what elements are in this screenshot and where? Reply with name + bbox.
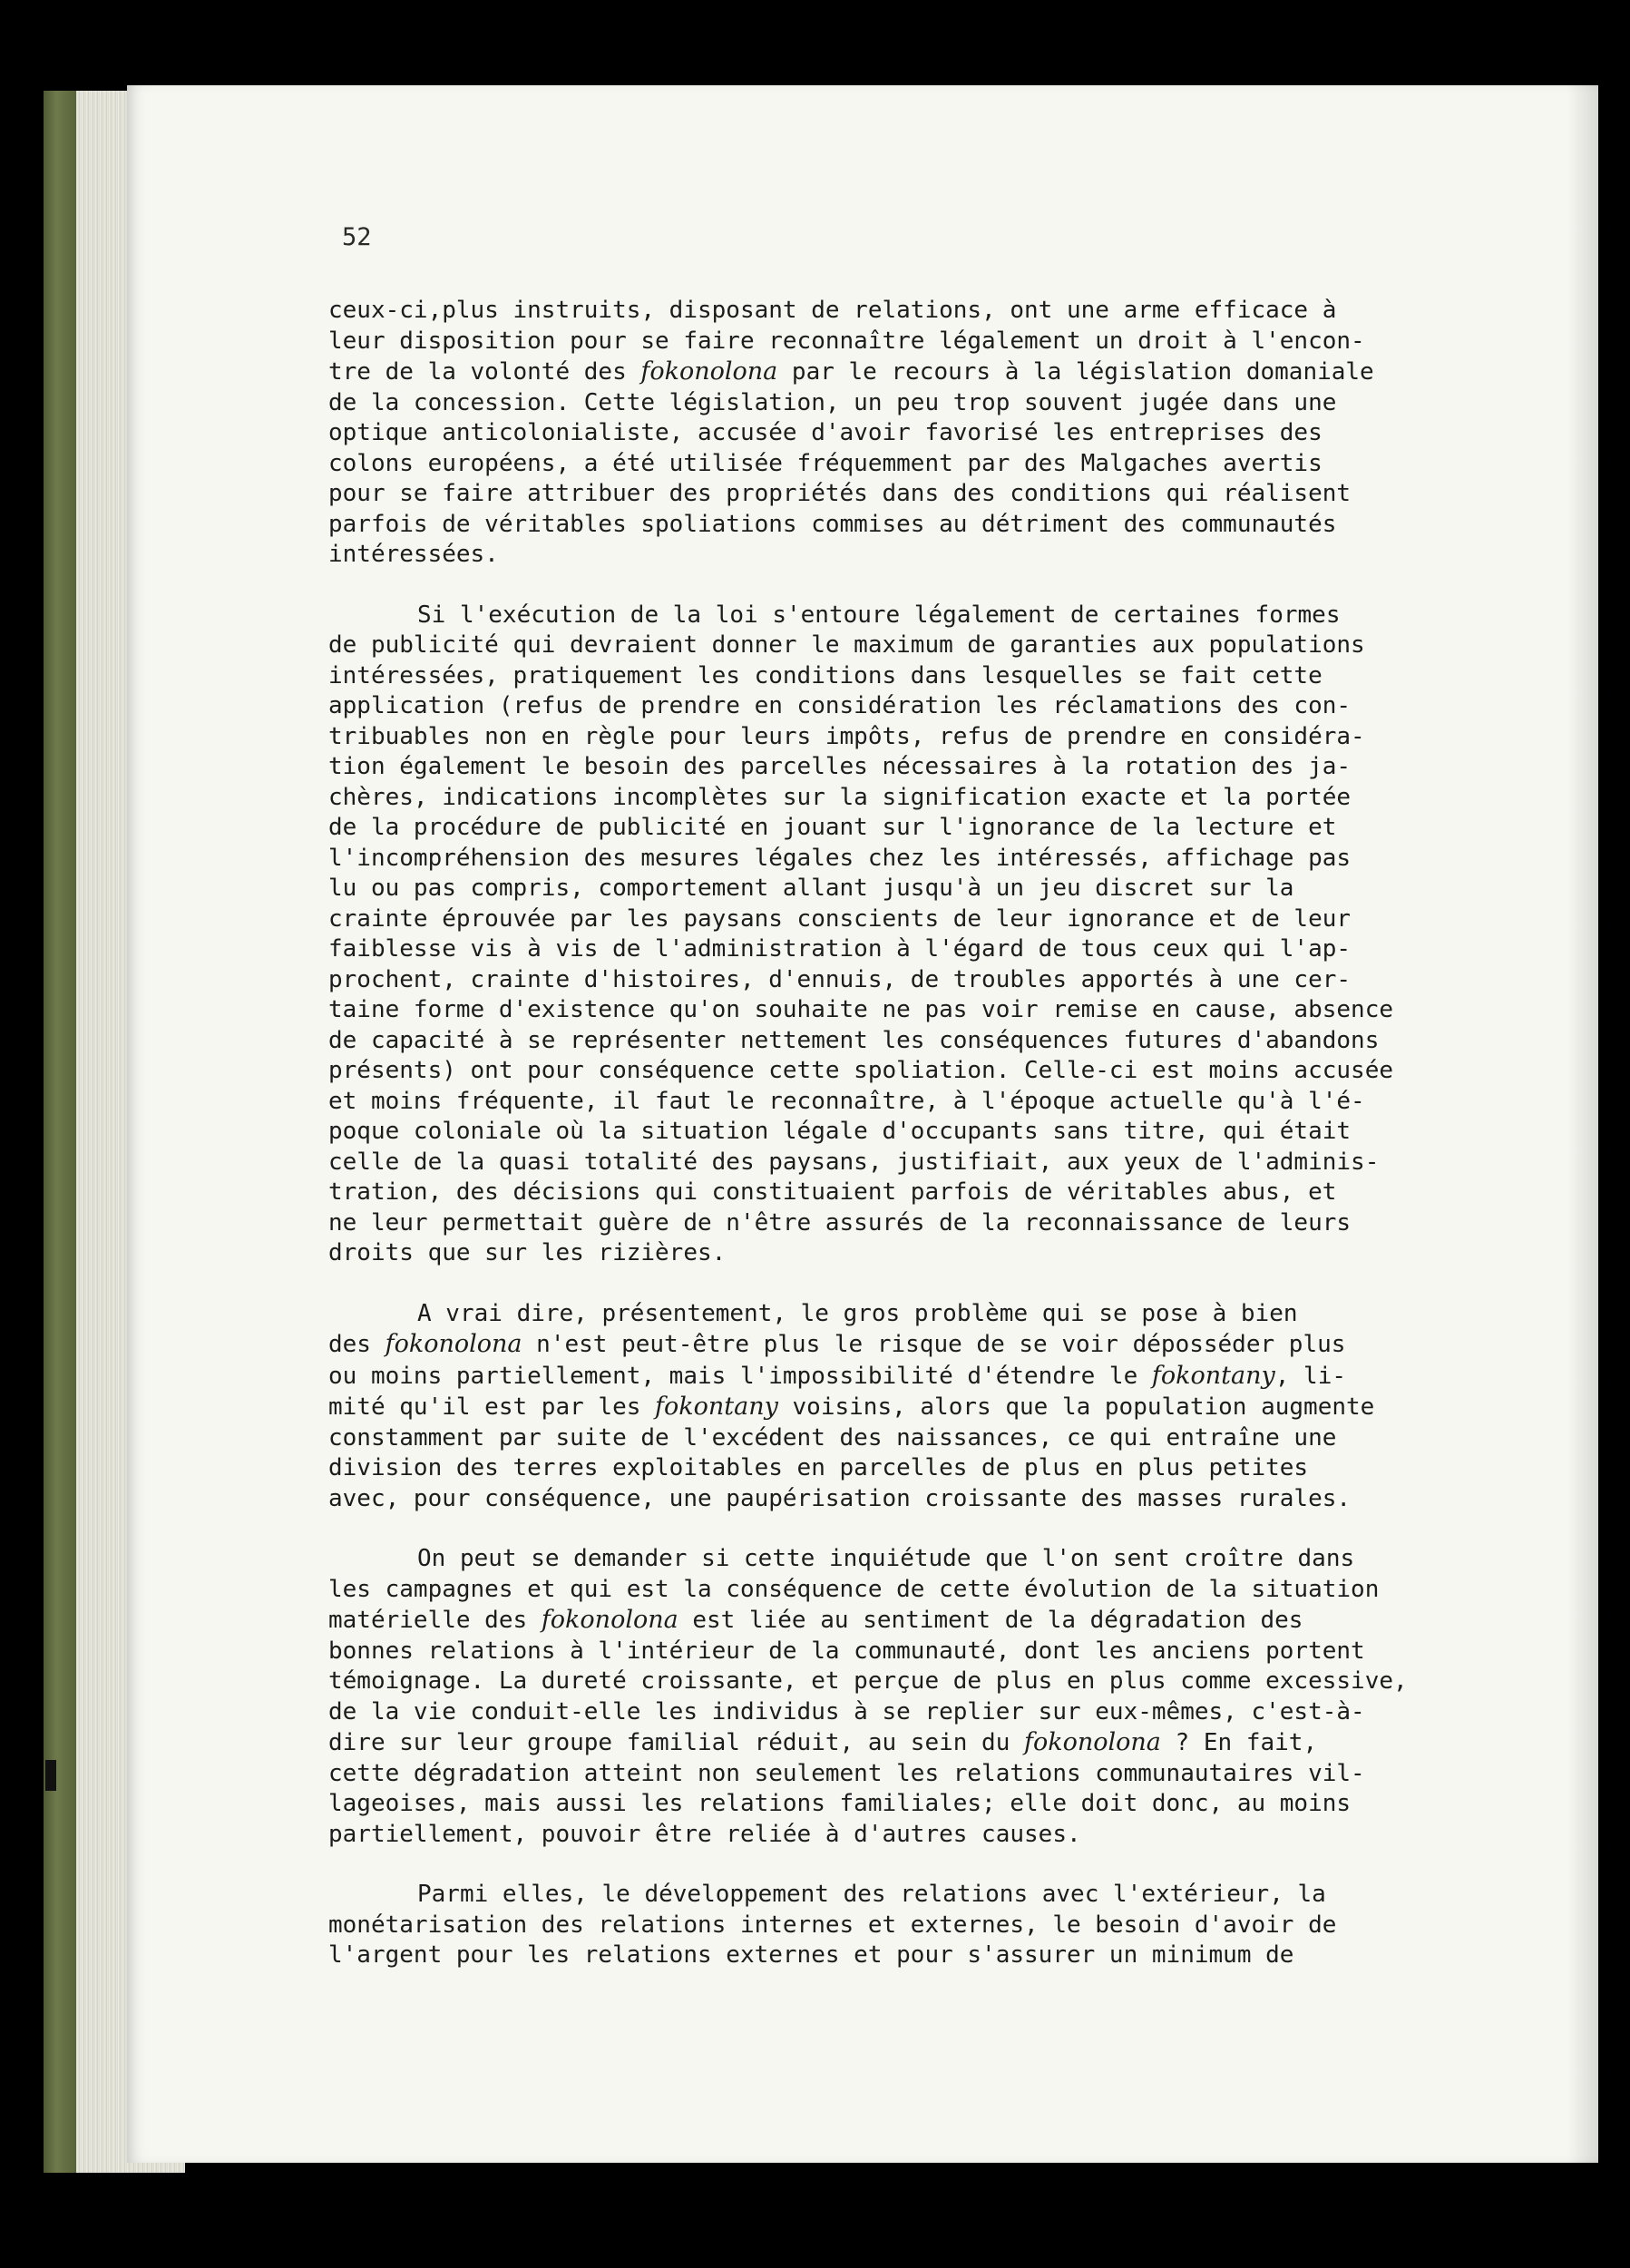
text-segment: de la procédure de publicité en jouant sur l'ignorance de la lecture et xyxy=(328,814,1337,841)
text-line xyxy=(328,1727,1435,1759)
text-line xyxy=(328,752,1435,783)
text-line xyxy=(328,1238,1435,1269)
text-line xyxy=(328,1575,1435,1606)
text-line xyxy=(328,357,1435,388)
text-line xyxy=(328,1697,1435,1728)
italic-term: fokonolona xyxy=(385,1330,522,1358)
text-line xyxy=(328,1329,1435,1361)
text-segment: présents) ont pour conséquence cette spoliation. Celle-ci est moins accusée xyxy=(328,1057,1393,1084)
text-segment: mité qu'il est par les xyxy=(328,1393,656,1421)
italic-term: fokontany xyxy=(655,1393,778,1421)
text-segment: l'incompréhension des mesures légales chez les intéressés, affichage pas xyxy=(328,844,1352,872)
body-text xyxy=(328,296,1435,2001)
text-segment: division des terres exploitables en parcelles de plus en plus petites xyxy=(328,1454,1309,1481)
margin-mark xyxy=(45,1760,56,1791)
text-segment: parfois de véritables spoliations commises au détriment des communautés xyxy=(328,510,1337,538)
text-line xyxy=(328,1361,1435,1393)
text-line xyxy=(328,418,1435,449)
text-line xyxy=(328,631,1435,661)
text-line xyxy=(328,783,1435,814)
text-line xyxy=(328,1056,1435,1087)
italic-term: fokonolona xyxy=(541,1606,678,1634)
text-segment: par le recours à la législation domaniale xyxy=(777,358,1374,386)
text-line xyxy=(328,388,1435,419)
text-segment: intéressées, pratiquement les conditions dans lesquelles se fait cette xyxy=(328,661,1323,689)
text-line xyxy=(328,904,1435,935)
text-segment: Parmi elles, le développement des relations avec l'extérieur, la xyxy=(417,1881,1326,1908)
text-line xyxy=(328,691,1435,722)
text-segment: , li- xyxy=(1274,1362,1347,1390)
text-line xyxy=(328,601,1435,631)
text-segment: de la vie conduit-elle les individus à se replier sur eux-mêmes, c'est-à- xyxy=(328,1697,1365,1725)
text-segment: partiellement, pouvoir être reliée à d'autres causes. xyxy=(328,1820,1081,1848)
text-line xyxy=(328,813,1435,844)
text-segment: intéressées. xyxy=(328,541,499,568)
text-line xyxy=(328,540,1435,571)
text-segment: monétarisation des relations internes et externes, le besoin d'avoir de xyxy=(328,1911,1337,1939)
text-segment: Si l'exécution de la loi s'entoure légalement de certaines formes xyxy=(417,601,1341,629)
text-line xyxy=(328,510,1435,541)
text-segment: n'est peut-être plus le risque de se voir déposséder plus xyxy=(522,1331,1346,1358)
text-segment: pour se faire attribuer des propriétés dans des conditions qui réalisent xyxy=(328,480,1352,507)
paragraph-4 xyxy=(328,1544,1435,1850)
text-line xyxy=(328,722,1435,753)
text-line xyxy=(328,965,1435,996)
text-segment: est liée au sentiment de la dégradation des xyxy=(678,1607,1303,1634)
text-segment: témoignage. La dureté croissante, et perçue de plus en plus comme excessive, xyxy=(328,1667,1408,1695)
text-line xyxy=(328,1484,1435,1515)
text-segment: lu ou pas compris, comportement allant jusqu'à un jeu discret sur la xyxy=(328,875,1294,902)
text-segment: avec, pour conséquence, une paupérisation croissante des masses rurales. xyxy=(328,1484,1352,1512)
text-line xyxy=(328,1637,1435,1667)
text-line xyxy=(328,1208,1435,1239)
text-segment: taine forme d'existence qu'on souhaite ne pas voir remise en cause, absence xyxy=(328,996,1393,1023)
text-line xyxy=(328,1605,1435,1637)
text-segment: lageoises, mais aussi les relations familiales; elle doit donc, au moins xyxy=(328,1790,1352,1817)
text-line xyxy=(328,296,1435,327)
text-segment: l'argent pour les relations externes et pour s'assurer un minimum de xyxy=(328,1941,1294,1969)
text-segment: bonnes relations à l'intérieur de la communauté, dont les anciens portent xyxy=(328,1637,1365,1665)
text-line xyxy=(328,1299,1435,1330)
paragraph-5 xyxy=(328,1880,1435,1971)
text-line xyxy=(328,934,1435,965)
text-line xyxy=(328,1911,1435,1941)
text-segment: colons européens, a été utilisée fréquemment par des Malgaches avertis xyxy=(328,449,1323,477)
text-segment: faiblesse vis à vis de l'administration à l'égard de tous ceux qui l'ap- xyxy=(328,935,1352,963)
text-segment: optique anticolonialiste, accusée d'avoir favorisé les entreprises des xyxy=(328,419,1323,446)
italic-term: fokonolona xyxy=(1024,1728,1161,1756)
text-line xyxy=(328,327,1435,357)
text-segment: cette dégradation atteint non seulement les relations communautaires vil- xyxy=(328,1759,1365,1787)
text-line xyxy=(328,844,1435,875)
text-segment: constamment par suite de l'excédent des naissances, ce qui entraîne une xyxy=(328,1423,1337,1452)
text-segment: prochent, crainte d'histoires, d'ennuis, de troubles apportés à une cer- xyxy=(328,965,1352,993)
text-line xyxy=(328,874,1435,904)
text-line xyxy=(328,1087,1435,1118)
page-number: 52 xyxy=(342,223,372,251)
text-line xyxy=(328,449,1435,480)
text-line xyxy=(328,1544,1435,1575)
text-segment: de capacité à se représenter nettement les conséquences futures d'abandons xyxy=(328,1026,1380,1054)
text-segment: droits que sur les rizières. xyxy=(328,1239,727,1266)
text-line xyxy=(328,995,1435,1026)
text-line xyxy=(328,1820,1435,1851)
text-line xyxy=(328,1392,1435,1423)
book-spine-edge xyxy=(44,91,76,2173)
text-segment: de la concession. Cette législation, un peu trop souvent jugée dans une xyxy=(328,388,1337,416)
text-segment: tion également le besoin des parcelles nécessaires à la rotation des ja- xyxy=(328,753,1352,780)
text-line xyxy=(328,1117,1435,1148)
italic-term: fokonolona xyxy=(640,357,778,386)
paragraph-1 xyxy=(328,296,1435,571)
text-segment: poque coloniale où la situation légale d'occupants sans titre, qui était xyxy=(328,1118,1352,1145)
text-segment: ? En fait, xyxy=(1160,1729,1318,1756)
text-segment: A vrai dire, présentement, le gros problème qui se pose à bien xyxy=(417,1299,1298,1327)
text-line xyxy=(328,1759,1435,1790)
text-segment: dire sur leur groupe familial réduit, au sein du xyxy=(328,1729,1025,1756)
text-segment: leur disposition pour se faire reconnaître légalement un droit à l'encon- xyxy=(328,327,1365,355)
text-segment: tre de la volonté des xyxy=(328,358,641,386)
text-segment: crainte éprouvée par les paysans conscients de leur ignorance et de leur xyxy=(328,904,1352,933)
text-segment: ne leur permettait guère de n'être assurés de la reconnaissance de leurs xyxy=(328,1208,1352,1237)
text-segment: matérielle des xyxy=(328,1607,542,1634)
text-segment: On peut se demander si cette inquiétude que l'on sent croître dans xyxy=(417,1545,1355,1572)
italic-term: fokontany xyxy=(1151,1361,1275,1390)
text-segment: tribuables non en règle pour leurs impôts, refus de prendre en considéra- xyxy=(328,722,1365,750)
text-segment: celle de la quasi totalité des paysans, justifiait, aux yeux de l'adminis- xyxy=(328,1148,1380,1176)
text-line xyxy=(328,1880,1435,1911)
paragraph-2 xyxy=(328,601,1435,1269)
text-line xyxy=(328,479,1435,510)
text-segment: tration, des décisions qui constituaient parfois de véritables abus, et xyxy=(328,1178,1337,1206)
text-segment: de publicité qui devraient donner le maximum de garanties aux populations xyxy=(328,631,1365,659)
text-line xyxy=(328,1178,1435,1208)
text-line xyxy=(328,661,1435,692)
text-segment: ceux-ci,plus instruits, disposant de relations, ont une arme efficace à xyxy=(328,297,1337,324)
text-line xyxy=(328,1423,1435,1454)
page-shadow xyxy=(1567,85,1598,2163)
text-line xyxy=(328,1026,1435,1057)
text-segment: ou moins partiellement, mais l'impossibilité d'étendre le xyxy=(328,1362,1152,1390)
text-segment: des xyxy=(328,1331,386,1358)
text-segment: voisins, alors que la population augmente xyxy=(777,1393,1375,1421)
text-segment: application (refus de prendre en considération les réclamations des con- xyxy=(328,692,1352,719)
text-line xyxy=(328,1667,1435,1697)
text-line xyxy=(328,1148,1435,1178)
text-line xyxy=(328,1789,1435,1820)
text-line xyxy=(328,1453,1435,1484)
paragraph-3 xyxy=(328,1299,1435,1515)
text-segment: les campagnes et qui est la conséquence de cette évolution de la situation xyxy=(328,1575,1380,1603)
text-segment: et moins fréquente, il faut le reconnaître, à l'époque actuelle qu'à l'é- xyxy=(328,1087,1365,1115)
text-line xyxy=(328,1941,1435,1971)
text-segment: chères, indications incomplètes sur la signification exacte et la portée xyxy=(328,783,1352,811)
